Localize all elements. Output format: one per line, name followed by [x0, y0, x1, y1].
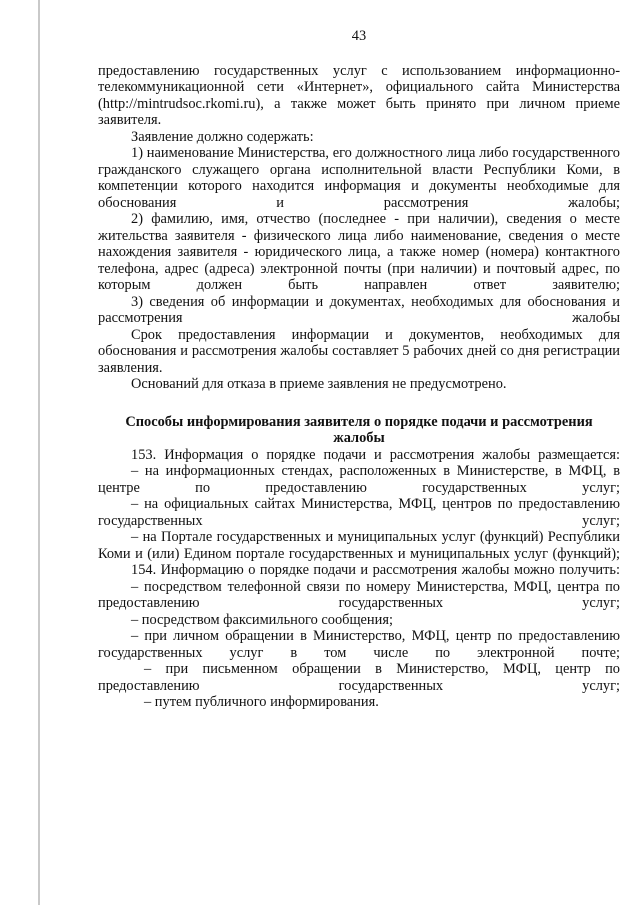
paragraph-no-refusal: Оснований для отказа в приеме заявления не предусмотрено.	[131, 376, 507, 392]
list-item-1: 1) наименование Министерства, его должностного лица либо государственного гражданского служащего органа исполнительной власти Республики Коми, в компетенции которого находится информация и документы необходимые для обоснования и рассмотрения жалобы;	[98, 145, 620, 211]
paragraph-deadline: Срок предоставления информации и документов, необходимых для обоснования и рассмотрения жалобы составляет 5 рабочих дней со дня регистрации заявления.	[98, 326, 620, 376]
section-heading: Способы информирования заявителя о порядке подачи и рассмотрения жалобы	[125, 413, 593, 446]
bullet-telephone: – посредством телефонной связи по номеру Министерства, МФЦ, центра по предоставлению государственных услуг;	[98, 578, 620, 611]
bullet-portal: – на Портале государственных и муниципальных услуг (функций) Республики Коми и (или) Едином портале государственных и муниципальных услуг (функций);	[98, 529, 620, 562]
paragraph-153: 153. Информация о порядке подачи и рассмотрения жалобы размещается:	[131, 446, 620, 463]
list-item-3: 3) сведения об информации и документах, необходимых для обоснования и рассмотрения жалобы	[98, 293, 620, 326]
document-page	[98, 28, 620, 711]
paragraph-intro: предоставлению государственных услуг с использованием информационно-телекоммуникационной сети «Интернет», официального сайта Министерства (http://mintrudsoc.rkomi.ru), а также может быть принято при личном приеме заявителя.	[98, 62, 620, 128]
bullet-fax: – посредством факсимильного сообщения;	[131, 611, 393, 628]
paragraph-statement-contents: Заявление должно содержать:	[131, 128, 314, 145]
bullet-public-informing: – путем публичного информирования.	[144, 694, 379, 710]
paragraph-154: 154. Информацию о порядке подачи и рассмотрения жалобы можно получить:	[131, 562, 620, 578]
bullet-official-sites: – на официальных сайтах Министерства, МФЦ, центров по предоставлению государственных услуг;	[98, 496, 620, 529]
page-number: 43	[351, 28, 367, 44]
page-edge-shadow	[38, 0, 40, 905]
bullet-info-stands: – на информационных стендах, расположенных в Министерстве, в МФЦ, в центре по предоставлению государственных услуг;	[98, 463, 620, 496]
list-item-2: 2) фамилию, имя, отчество (последнее - при наличии), сведения о месте жительства заявителя - физического лица либо наименование, сведения о месте нахождения заявителя - юридического лица, а также номер (номера) контактного телефона, адрес (адреса) электронной почты (при наличии) и почтовый адрес, по которым должен быть направлен ответ заявителю;	[98, 211, 620, 293]
bullet-personal-visit: – при личном обращении в Министерство, МФЦ, центр по предоставлению государственных услуг в том числе по электронной почте;	[98, 628, 620, 661]
bullet-written-request: – при письменном обращении в Министерство, МФЦ, центр по предоставлению государственных услуг;	[98, 661, 620, 694]
